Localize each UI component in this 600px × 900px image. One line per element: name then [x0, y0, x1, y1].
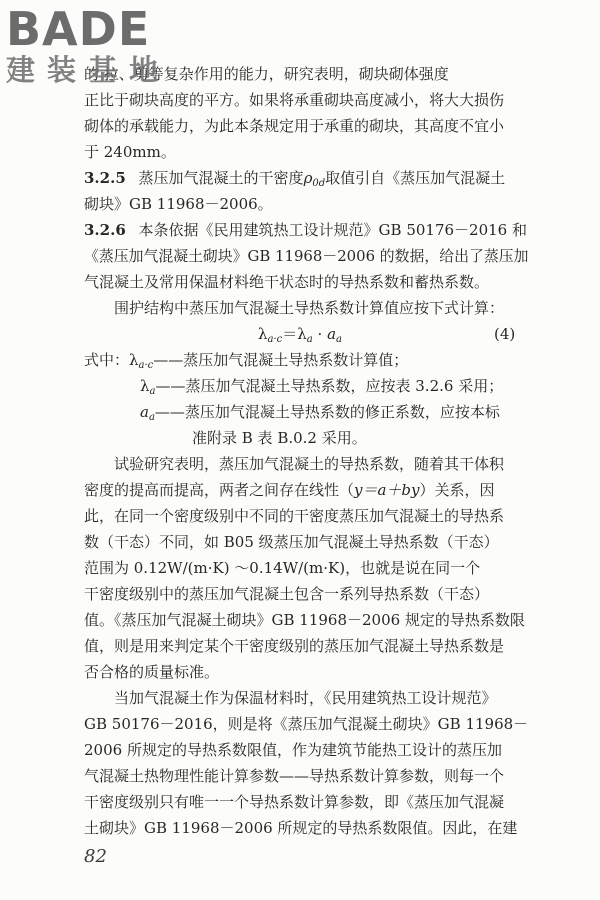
text-line: 干密度级别中的蒸压加气混凝土包含一系列导热系数（干态） — [84, 585, 490, 603]
text-line: 气混凝土热物理性能计算参数——导热系数计算参数，则每一个 — [84, 767, 505, 785]
text-line: 气混凝土及常用保温材料绝干状态时的导热系数和蓄热系数。 — [84, 273, 490, 291]
watermark-brand: BADE — [6, 2, 151, 56]
text-line: 干密度级别只有唯一一个导热系数计算参数，即《蒸压加气混凝 — [84, 793, 505, 811]
clause-3-2-5: 3.2.5 蒸压加气混凝土的干密度$\rho_{0d}$取值引自《蒸压加气混凝土 — [84, 169, 506, 189]
clause-number: 3.2.5 — [84, 169, 126, 187]
where-item-1: 式中：$\lambda_{a\cdot c}——$蒸压加气混凝土导热系数计算值； — [84, 351, 409, 371]
text-line: 值，则是用来判定某个干密度级别的蒸压加气混凝土导热系数是 — [84, 637, 505, 655]
text-line: 当加气混凝土作为保温材料时，《民用建筑热工设计规范》 — [114, 689, 497, 707]
linear-relation: y＝a＋by — [354, 481, 420, 499]
text-line: 密度的提高而提高，两者之间存在线性（y＝a＋by）关系，因 — [84, 481, 495, 499]
watermark-cn: 建装基地 — [6, 53, 171, 87]
text-line: 此，在同一个密度级别中不同的干密度蒸压加气混凝土的导热系 — [84, 507, 505, 525]
where-item-2: $\lambda_a——$蒸压加气混凝土导热系数，应按表 3.2.6 采用； — [140, 377, 504, 397]
text-line: GB 50176－2016，则是将《蒸压加气混凝土砌块》GB 11968－ — [84, 715, 529, 733]
where-item-3: $a_a——$蒸压加气混凝土导热系数的修正系数，应按本标 — [140, 403, 500, 423]
text-line: 试验研究表明，蒸压加气混凝土的导热系数，随着其干体积 — [114, 455, 505, 473]
rho-symbol: ρ — [303, 169, 313, 187]
text-line: 数（干态）不同，如 B05 级蒸压加气混凝土导热系数（干态） — [84, 533, 499, 551]
text-line: 土砌块》GB 11968－2006 所规定的导热系数限值。因此，在建 — [84, 819, 518, 837]
text-line: 否合格的质量标准。 — [84, 663, 220, 681]
clause-3-2-6: 3.2.6 本条依据《民用建筑热工设计规范》GB 50176－2016 和 — [84, 221, 527, 239]
text-line: 范围为 0.12W/(m·K) ～0.14W/(m·K)，也就是说在同一个 — [84, 559, 481, 577]
text-line: 于 240mm。 — [84, 143, 176, 161]
page-number: 82 — [84, 846, 107, 867]
text-line: 的 拉、剪等复杂作用的能力，研究表明，砌块砌体强度 — [84, 65, 449, 83]
formula-number: (4) — [494, 325, 516, 343]
text-line: 围护结构中蒸压加气混凝土导热系数计算值应按下式计算： — [114, 299, 505, 317]
text-line: 正比于砌块高度的平方。如果将承重砌块高度减小，将大大损伤 — [84, 91, 505, 109]
text-line: 砌块》GB 11968－2006。 — [84, 195, 273, 213]
text-line: 值。《蒸压加气混凝土砌块》GB 11968－2006 规定的导热系数限 — [84, 611, 525, 629]
formula-4: $\lambda_{a\cdot c}=\lambda_a \cdot a_a$ — [258, 325, 342, 345]
text-line: 准附录 B 表 B.0.2 采用。 — [192, 429, 367, 447]
text-line: 《蒸压加气混凝土砌块》GB 11968－2006 的数据，给出了蒸压加 — [84, 247, 529, 265]
bade-watermark-logo — [6, 4, 170, 88]
text-line: 2006 所规定的导热系数限值，作为建筑节能热工设计的蒸压加 — [84, 741, 502, 759]
text-line: 砌体的承载能力，为此本条规定用于承重的砌块，其高度不宜小 — [84, 117, 505, 135]
clause-number: 3.2.6 — [84, 221, 126, 239]
